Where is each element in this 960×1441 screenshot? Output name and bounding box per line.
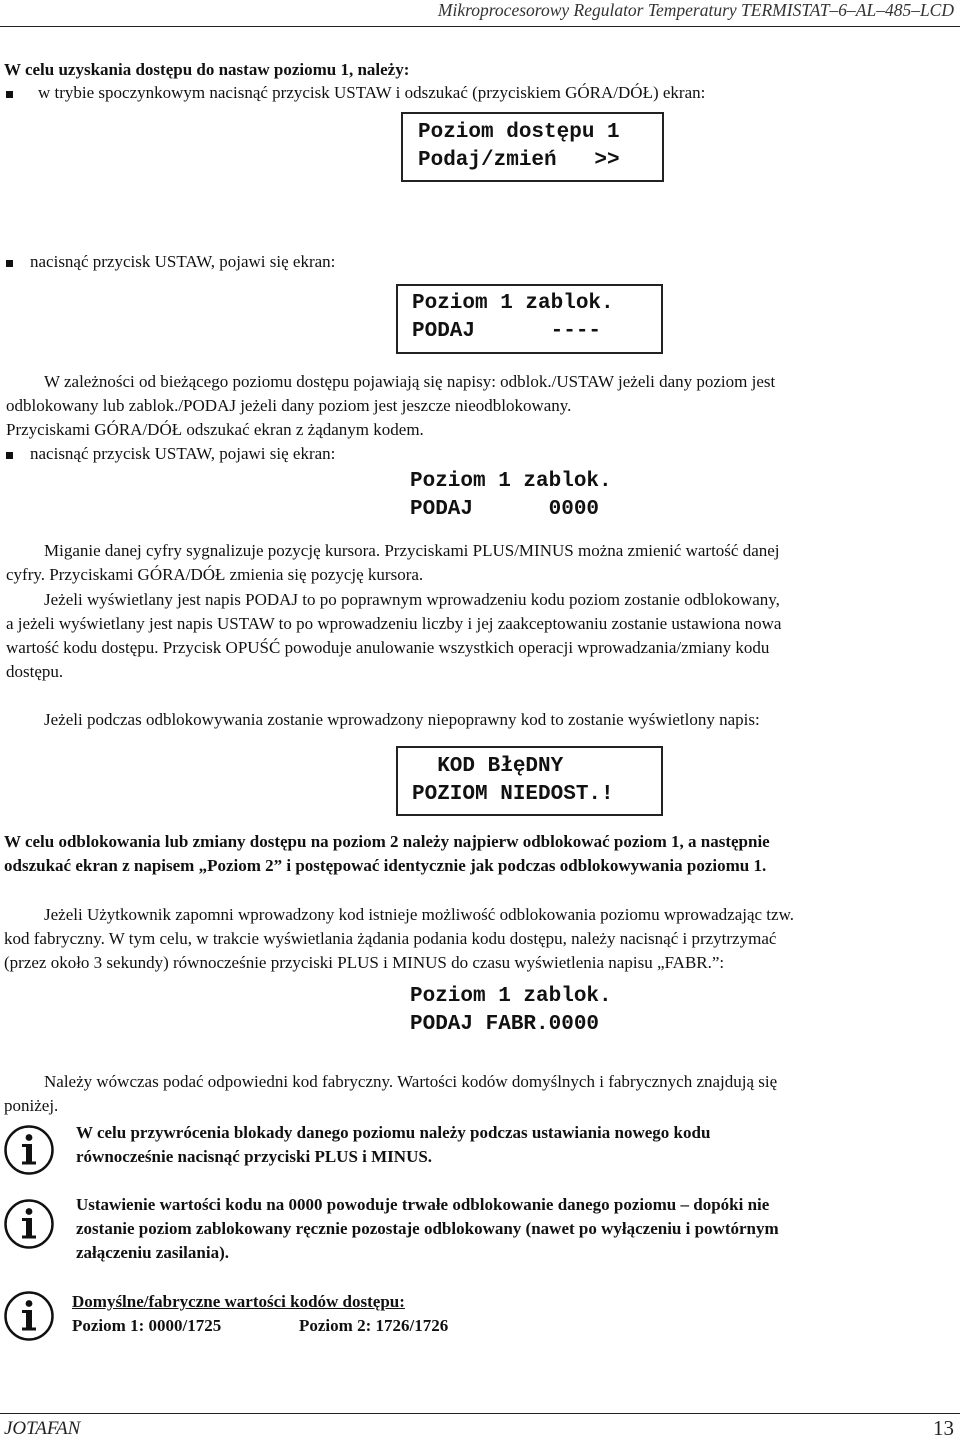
paragraph-line: Miganie danej cyfry sygnalizuje pozycję kursora. Przyciskami PLUS/MINUS można zmienić wartość danej <box>44 541 780 560</box>
lcd-row-1: Poziom 1 zablok. <box>412 292 614 315</box>
lcd-row-2: Podaj/zmień >> <box>418 149 620 172</box>
bullet-marker <box>6 91 13 98</box>
paragraph-line: Jeżeli Użytkownik zapomni wprowadzony kod istnieje możliwość odblokowania poziomu wprowadzając tzw. <box>44 905 795 924</box>
paragraph-line: dostępu. <box>6 662 64 681</box>
footer-page-number: 13 <box>933 1416 954 1440</box>
bullet-marker <box>6 260 13 267</box>
default-code-level-1: Poziom 1: 0000/1725 <box>72 1316 222 1335</box>
lcd-row-1: KOD BłęDNY <box>412 755 564 778</box>
paragraph-line: a jeżeli wyświetlany jest napis USTAW to po wprowadzeniu liczby i jej zaakceptowaniu zostanie ustawiona nowa <box>6 614 782 633</box>
paragraph-line: wartość kodu dostępu. Przycisk OPUŚĆ powoduje anulowanie wszystkich operacji wprowadzania/zmiany kodu <box>6 638 770 657</box>
info-icon <box>3 1290 55 1342</box>
page-header-title: Mikroprocesorowy Regulator Temperatury TERMISTAT–6–AL–485–LCD <box>437 0 954 20</box>
note-text-line: równocześnie nacisnąć przyciski PLUS i MINUS. <box>76 1147 433 1166</box>
note-text-line: Ustawienie wartości kodu na 0000 powoduje trwałe odblokowanie danego poziomu – dopóki nie <box>76 1195 770 1214</box>
footer-company: JOTAFAN <box>4 1418 81 1439</box>
paragraph-line: Jeżeli podczas odblokowywania zostanie wprowadzony niepoprawny kod to zostanie wyświetlony napis: <box>44 710 760 729</box>
bold-paragraph-line: odszukać ekran z napisem „Poziom 2” i postępować identycznie jak podczas odblokowywania poziomu 1. <box>4 856 767 875</box>
paragraph-line: (przez około 3 sekundy) równocześnie przyciski PLUS i MINUS do czasu wyświetlenia napisu „FABR.”: <box>4 953 725 972</box>
lcd-row-2: PODAJ FABR.0000 <box>410 1013 600 1036</box>
bold-paragraph-line: W celu odblokowania lub zmiany dostępu na poziom 2 należy najpierw odblokować poziom 1, a następnie <box>4 832 770 851</box>
footer-divider <box>0 1413 960 1414</box>
lcd-screen-factory-code <box>396 981 663 1041</box>
lcd-row-1: Poziom 1 zablok. <box>410 470 612 493</box>
lcd-row-2: PODAJ 0000 <box>410 498 600 521</box>
paragraph-line: odblokowany lub zablok./PODAJ jeżeli dany poziom jest jeszcze nieodblokowany. <box>6 396 572 415</box>
bullet-marker <box>6 452 13 459</box>
paragraph-line: Należy wówczas podać odpowiedni kod fabryczny. Wartości kodów domyślnych i fabrycznych znajdują się <box>44 1072 778 1091</box>
instruction-step-2: nacisnąć przycisk USTAW, pojawi się ekran: <box>30 252 336 271</box>
lcd-screen-wrong-code <box>396 746 663 816</box>
section1-heading: W celu uzyskania dostępu do nastaw poziomu 1, należy: <box>4 60 410 79</box>
lcd-row-2: POZIOM NIEDOST.! <box>412 783 614 806</box>
paragraph-line: cyfry. Przyciskami GÓRA/DÓŁ zmienia się pozycję kursora. <box>6 565 424 584</box>
lcd-screen-access-level <box>401 112 664 182</box>
paragraph-line: Przyciskami GÓRA/DÓŁ odszukać ekran z żądanym kodem. <box>6 420 424 439</box>
paragraph-line: kod fabryczny. W tym celu, w trakcie wyświetlania żądania podania kodu dostępu, należy nacisnąć i przytrzymać <box>4 929 777 948</box>
paragraph-line: poniżej. <box>4 1096 59 1115</box>
lcd-row-2: PODAJ ---- <box>412 320 602 343</box>
header-divider <box>0 26 960 27</box>
instruction-step-3: nacisnąć przycisk USTAW, pojawi się ekran: <box>30 444 336 463</box>
default-codes-title: Domyślne/fabryczne wartości kodów dostępu: <box>72 1292 405 1311</box>
lcd-screen-code-entry <box>396 466 663 526</box>
lcd-row-1: Poziom dostępu 1 <box>418 121 620 144</box>
paragraph-line: Jeżeli wyświetlany jest napis PODAJ to po poprawnym wprowadzeniu kodu poziom zostanie odblokowany, <box>44 590 780 609</box>
default-code-level-2: Poziom 2: 1726/1726 <box>299 1316 449 1335</box>
paragraph-line: W zależności od bieżącego poziomu dostępu pojawiają się napisy: odblok./USTAW jeżeli dany poziom jest <box>44 372 776 391</box>
note-text-line: załączeniu zasilania). <box>76 1243 229 1262</box>
lcd-row-1: Poziom 1 zablok. <box>410 985 612 1008</box>
lcd-screen-locked-enter <box>396 284 663 354</box>
info-icon <box>3 1124 55 1176</box>
note-text-line: zostanie poziom zablokowany ręcznie pozostaje odblokowany (nawet po wyłączeniu i powtórnym <box>76 1219 779 1238</box>
info-icon <box>3 1198 55 1250</box>
instruction-step-1: w trybie spoczynkowym nacisnąć przycisk USTAW i odszukać (przyciskiem GÓRA/DÓŁ) ekran: <box>38 83 706 102</box>
note-text-line: W celu przywrócenia blokady danego poziomu należy podczas ustawiania nowego kodu <box>76 1123 711 1142</box>
